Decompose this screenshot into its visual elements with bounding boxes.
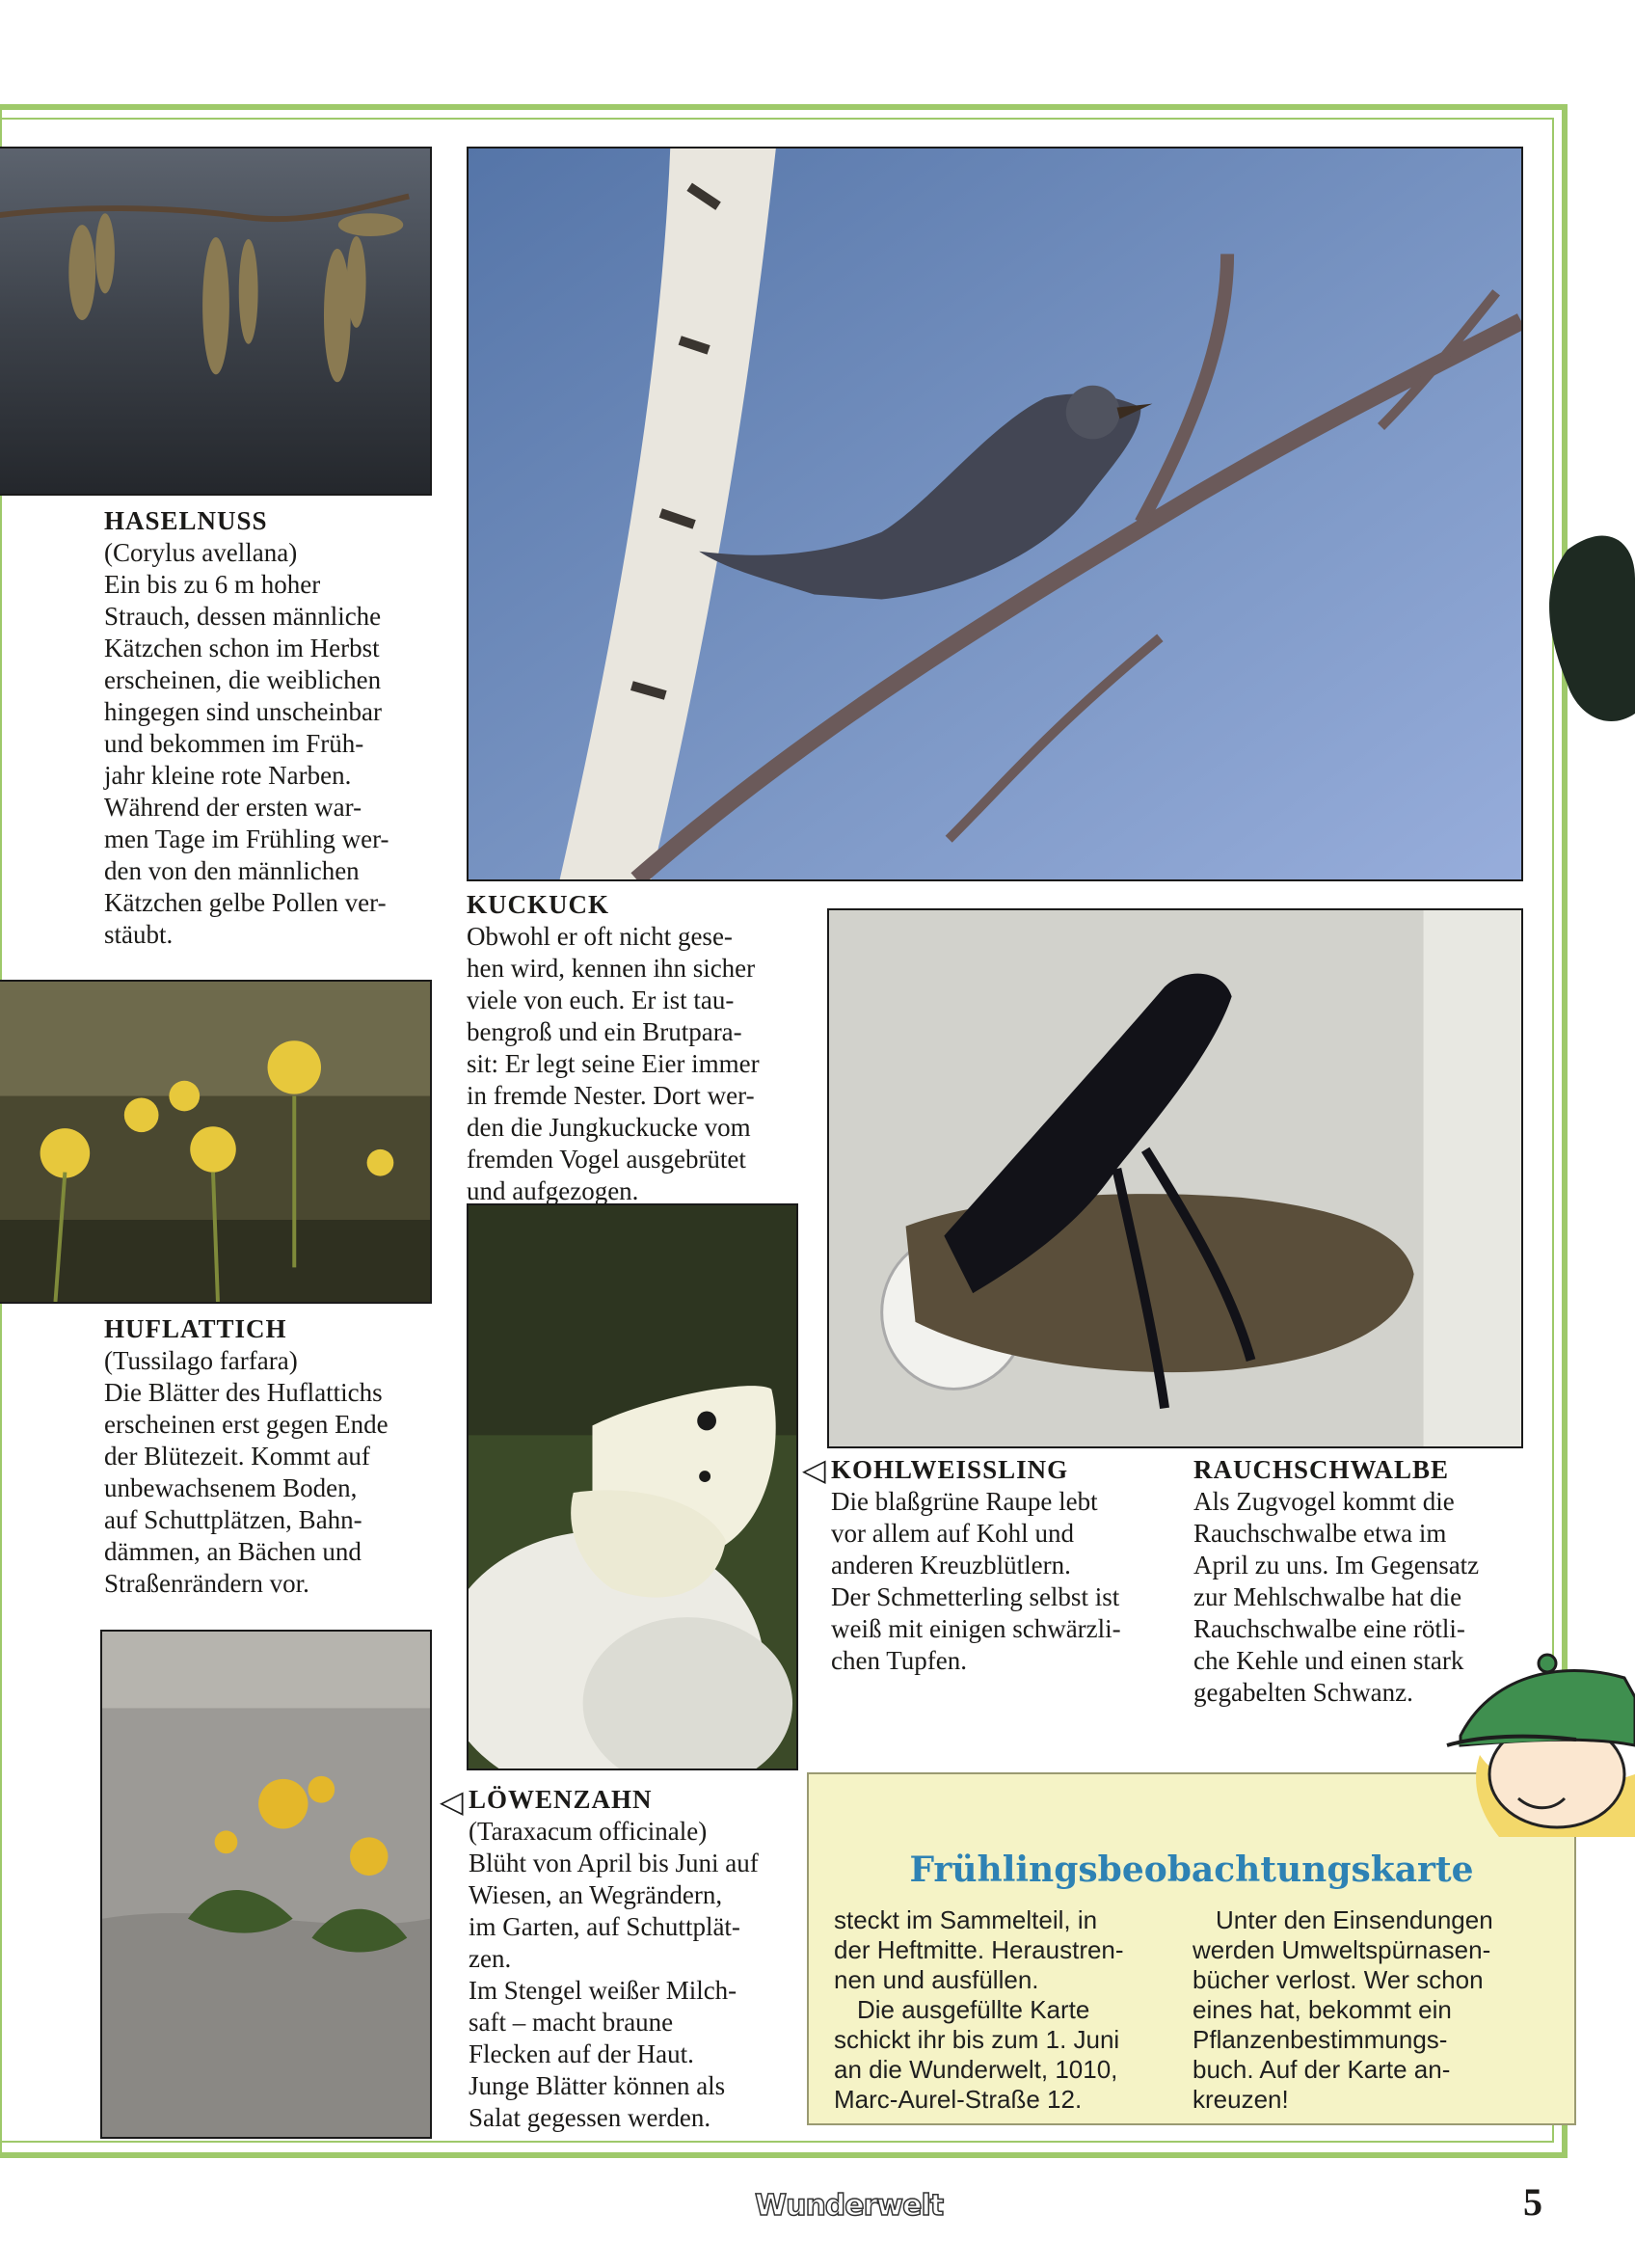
hazelnut-line: den von den männlichen bbox=[104, 856, 360, 885]
hazelnut-line: stäubt. bbox=[104, 920, 174, 949]
cabbage-white-text bbox=[831, 1454, 1159, 1677]
swallow-line: gegabelten Schwanz. bbox=[1193, 1678, 1413, 1707]
observation-card-line: der Heftmitte. Heraustren- bbox=[834, 1935, 1124, 1964]
hazelnut-line: Kätzchen schon im Herbst bbox=[104, 634, 380, 662]
cabbage-white-line: Die blaßgrüne Raupe lebt bbox=[831, 1487, 1098, 1516]
right-edge-dark-shape bbox=[1500, 521, 1635, 733]
observation-card-line: werden Umweltspürnasen- bbox=[1193, 1935, 1491, 1964]
observation-card-line: schickt ihr bis zum 1. Juni bbox=[834, 2025, 1120, 2054]
observation-card-line: an die Wunderwelt, 1010, bbox=[834, 2055, 1118, 2084]
coltsfoot-line: Die Blätter des Huflattichs bbox=[104, 1378, 383, 1407]
hazelnut-line: Kätzchen gelbe Pollen ver- bbox=[104, 888, 387, 917]
coltsfoot-line: dämmen, an Bächen und bbox=[104, 1537, 362, 1566]
coltsfoot-line: der Blütezeit. Kommt auf bbox=[104, 1442, 370, 1471]
swallow-line: April zu uns. Im Gegensatz bbox=[1193, 1551, 1480, 1580]
cuckoo-heading: KUCKUCK bbox=[467, 890, 609, 919]
coltsfoot-heading: HUFLATTICH bbox=[104, 1314, 287, 1343]
dandelion-line: Wiesen, an Wegrändern, bbox=[469, 1880, 723, 1909]
dandelion-line: Blüht von April bis Juni auf bbox=[469, 1849, 759, 1877]
hazelnut-line: Während der ersten war- bbox=[104, 793, 362, 822]
hazelnut-line: und bekommen im Früh- bbox=[104, 729, 364, 758]
page-number: 5 bbox=[1523, 2180, 1542, 2224]
dandelion-line: Salat gegessen werden. bbox=[469, 2103, 711, 2132]
coltsfoot-line: auf Schuttplätzen, Bahn- bbox=[104, 1505, 362, 1534]
dandelion-line: Im Stengel weißer Milch- bbox=[469, 1976, 737, 2005]
observation-card-line: eines hat, bekommt ein bbox=[1193, 1995, 1452, 2024]
cabbage-white-line: chen Tupfen. bbox=[831, 1646, 967, 1675]
cabbage-white-heading: KOHLWEISSLING bbox=[831, 1455, 1069, 1484]
hazelnut-line: men Tage im Frühling wer- bbox=[104, 824, 389, 853]
hazelnut-latin: (Corylus avellana) bbox=[104, 538, 298, 567]
observation-card-line: Marc-Aurel-Straße 12. bbox=[834, 2085, 1083, 2114]
swallow-line: Als Zugvogel kommt die bbox=[1193, 1487, 1455, 1516]
pointer-left-icon: ◁ bbox=[440, 1784, 464, 1819]
cuckoo-line: fremden Vogel ausgebrütet bbox=[467, 1145, 746, 1174]
cuckoo-line: hen wird, kennen ihn sicher bbox=[467, 954, 756, 983]
pointer-left-icon: ◁ bbox=[802, 1452, 826, 1487]
cuckoo-line: bengroß und ein Brutpara- bbox=[467, 1017, 742, 1046]
coltsfoot-line: erscheinen erst gegen Ende bbox=[104, 1410, 389, 1439]
dandelion-photo bbox=[100, 1630, 432, 2139]
cabbage-white-line: anderen Kreuzblütlern. bbox=[831, 1551, 1071, 1580]
observation-card-col-1 bbox=[834, 1905, 1171, 2115]
swallow-photo bbox=[827, 908, 1523, 1448]
cuckoo-line: viele von euch. Er ist tau- bbox=[467, 986, 735, 1014]
coltsfoot-text bbox=[104, 1313, 432, 1600]
detective-mascot-icon bbox=[1441, 1639, 1635, 1842]
hazelnut-heading: HASELNUSS bbox=[104, 506, 268, 535]
cuckoo-text bbox=[467, 889, 794, 1207]
dandelion-latin: (Taraxacum officinale) bbox=[469, 1817, 708, 1846]
hazelnut-text bbox=[104, 505, 432, 951]
dandelion-line: Flecken auf der Haut. bbox=[469, 2039, 694, 2068]
cabbage-white-photo bbox=[467, 1203, 798, 1770]
dandelion-line: zen. bbox=[469, 1944, 512, 1973]
observation-card-line: nen und ausfüllen. bbox=[834, 1965, 1039, 1994]
observation-card-line: steckt im Sammelteil, in bbox=[834, 1905, 1098, 1934]
wunderwelt-logo: Wunderwelt bbox=[755, 2189, 944, 2223]
cabbage-white-line: Der Schmetterling selbst ist bbox=[831, 1582, 1120, 1611]
observation-card-line: buch. Auf der Karte an- bbox=[1193, 2055, 1451, 2084]
hazelnut-line: jahr kleine rote Narben. bbox=[104, 761, 352, 790]
hazelnut-line: Strauch, dessen männliche bbox=[104, 602, 382, 631]
coltsfoot-latin: (Tussilago farfara) bbox=[104, 1346, 298, 1375]
swallow-line: Rauchschwalbe etwa im bbox=[1193, 1519, 1447, 1548]
cuckoo-line: sit: Er legt seine Eier immer bbox=[467, 1049, 760, 1078]
hazelnut-line: Ein bis zu 6 m hoher bbox=[104, 570, 321, 599]
swallow-heading: RAUCHSCHWALBE bbox=[1193, 1455, 1450, 1484]
cabbage-white-line: vor allem auf Kohl und bbox=[831, 1519, 1074, 1548]
observation-card-title: Frühlingsbeobachtungskarte bbox=[909, 1850, 1474, 1890]
coltsfoot-line: Straßenrändern vor. bbox=[104, 1569, 309, 1598]
dandelion-heading: LÖWENZAHN bbox=[469, 1785, 653, 1814]
cuckoo-line: und aufgezogen. bbox=[467, 1176, 639, 1205]
cuckoo-line: Obwohl er oft nicht gese- bbox=[467, 922, 733, 951]
cuckoo-line: den die Jungkuckucke vom bbox=[467, 1113, 751, 1142]
observation-card-line: bücher verlost. Wer schon bbox=[1193, 1965, 1484, 1994]
swallow-line: che Kehle und einen stark bbox=[1193, 1646, 1464, 1675]
coltsfoot-line: unbewachsenem Boden, bbox=[104, 1473, 358, 1502]
dandelion-text bbox=[469, 1784, 796, 2134]
dandelion-line: im Garten, auf Schuttplät- bbox=[469, 1912, 740, 1941]
swallow-line: Rauchschwalbe eine rötli- bbox=[1193, 1614, 1465, 1643]
observation-card-line: kreuzen! bbox=[1193, 2085, 1289, 2114]
observation-card-line: Pflanzenbestimmungs- bbox=[1193, 2025, 1448, 2054]
observation-card-line: Unter den Einsendungen bbox=[1216, 1905, 1493, 1934]
cabbage-white-line: weiß mit einigen schwärzli- bbox=[831, 1614, 1121, 1643]
swallow-line: zur Mehlschwalbe hat die bbox=[1193, 1582, 1462, 1611]
dandelion-line: Junge Blätter können als bbox=[469, 2071, 726, 2100]
observation-card-line: Die ausgefüllte Karte bbox=[857, 1995, 1090, 2024]
hazelnut-photo bbox=[0, 147, 432, 496]
observation-card-col-2 bbox=[1193, 1905, 1530, 2115]
hazelnut-line: erscheinen, die weiblichen bbox=[104, 665, 382, 694]
cuckoo-photo bbox=[467, 147, 1523, 881]
cuckoo-line: in fremde Nester. Dort wer- bbox=[467, 1081, 755, 1110]
hazelnut-line: hingegen sind unscheinbar bbox=[104, 697, 382, 726]
dandelion-line: saft – macht braune bbox=[469, 2008, 674, 2037]
coltsfoot-photo bbox=[0, 980, 432, 1304]
